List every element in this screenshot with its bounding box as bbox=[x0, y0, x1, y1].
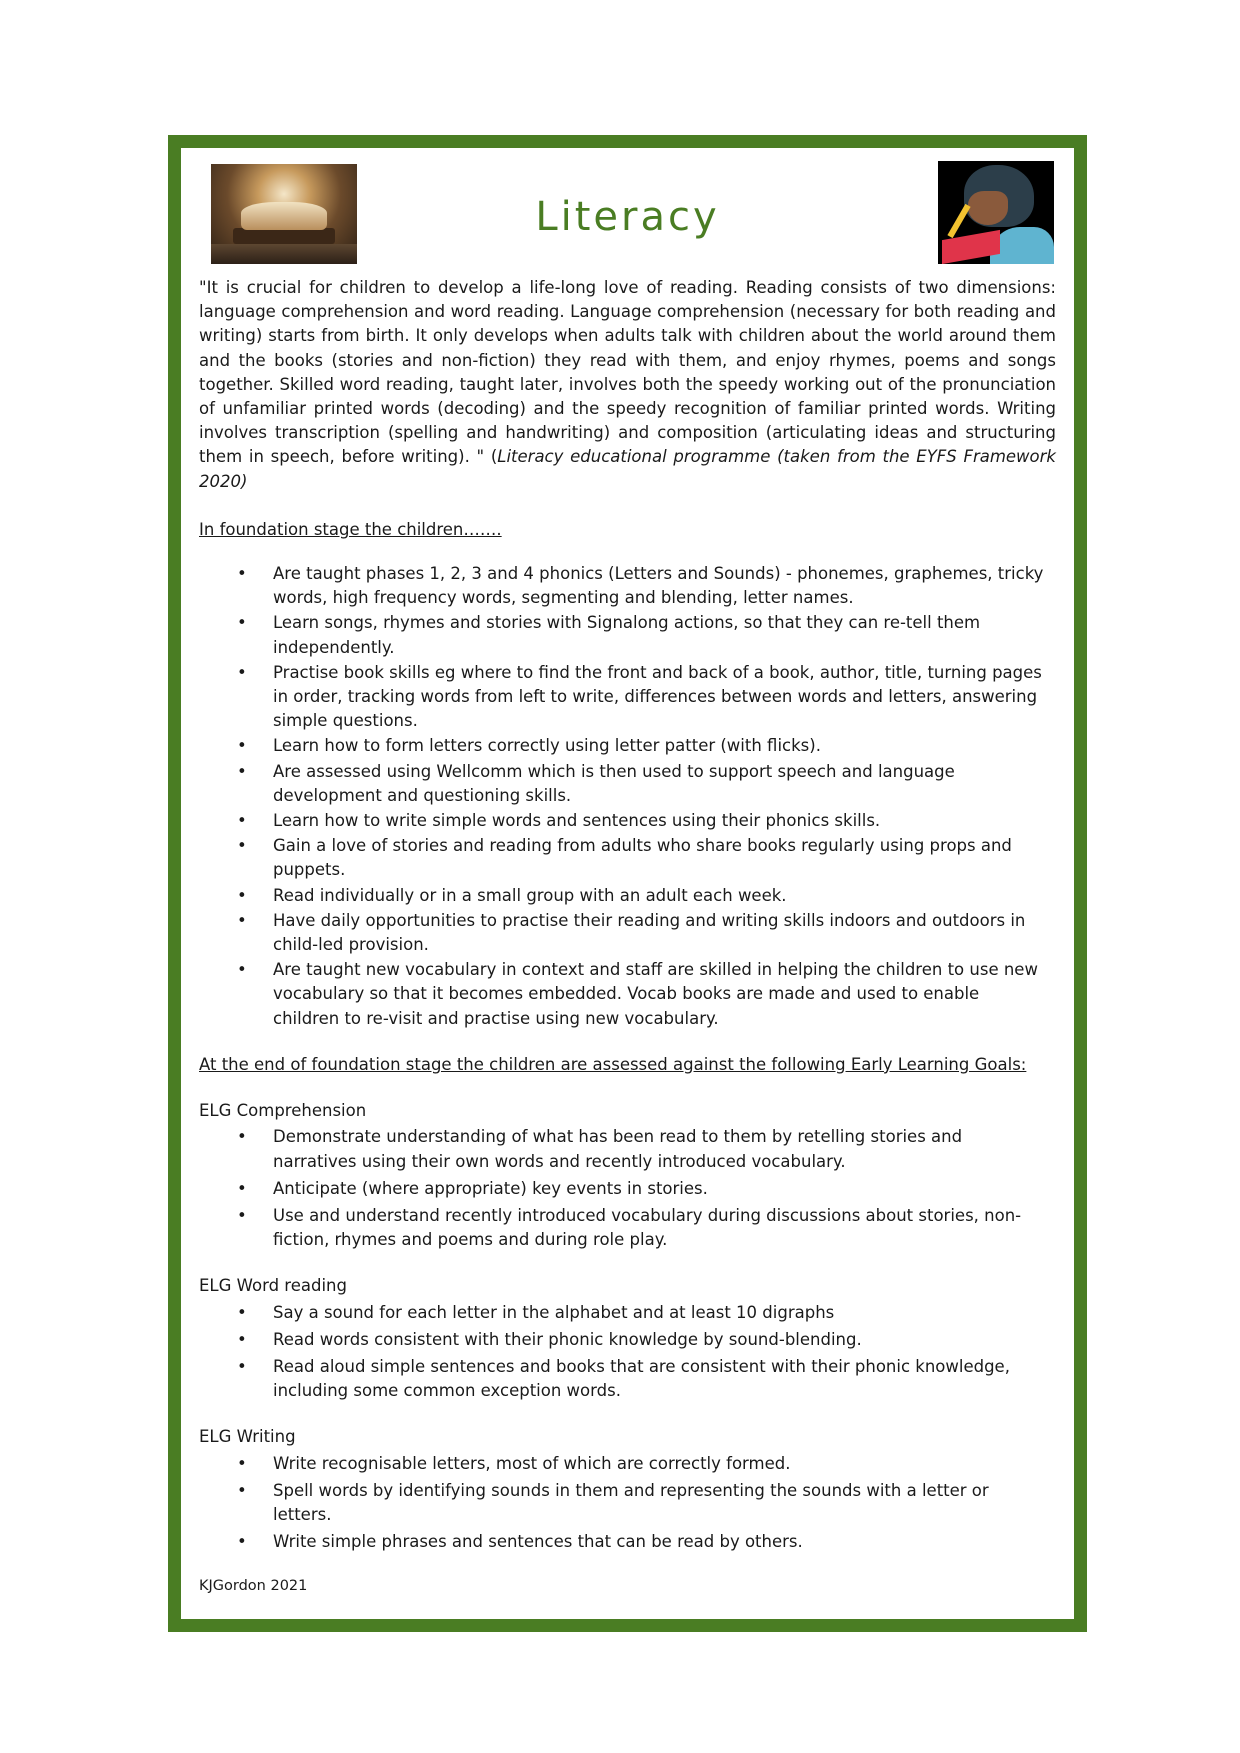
list-item: • Learn songs, rhymes and stories with Signalong actions, so that they can re-tell them independently. bbox=[273, 611, 1056, 659]
list-item: • Learn how to form letters correctly using letter patter (with flicks). bbox=[273, 734, 1056, 758]
document-body bbox=[199, 276, 1056, 1599]
intro-paragraph bbox=[199, 276, 1056, 494]
list-item: • Are taught phases 1, 2, 3 and 4 phonics (Letters and Sounds) - phonemes, graphemes, tricky words, high frequency words, segmenting and blending, letter names. bbox=[273, 562, 1056, 610]
list-item: • Read aloud simple sentences and books that are consistent with their phonic knowledge, including some common exception words. bbox=[273, 1355, 1056, 1403]
list-item: • Use and understand recently introduced vocabulary during discussions about stories, non-fiction, rhymes and poems and during role play. bbox=[273, 1204, 1056, 1252]
page-border bbox=[168, 135, 1087, 1632]
list-item: • Write recognisable letters, most of which are correctly formed. bbox=[273, 1452, 1056, 1476]
list-item: • Read individually or in a small group with an adult each week. bbox=[273, 884, 1056, 908]
elg-word-reading-heading: ELG Word reading bbox=[199, 1276, 347, 1296]
goals-heading: At the end of foundation stage the children are assessed against the following Early Learning Goals: bbox=[199, 1054, 1027, 1074]
list-item: • Are taught new vocabulary in context and staff are skilled in helping the children to use new vocabulary so that it becomes embedded. Vocab books are made and used to enable children to re-visit and practise using new vocabulary. bbox=[273, 958, 1056, 1031]
list-item: • Learn how to write simple words and sentences using their phonics skills. bbox=[273, 809, 1056, 833]
list-item: • Say a sound for each letter in the alphabet and at least 10 digraphs bbox=[273, 1301, 1056, 1325]
header bbox=[199, 148, 1056, 268]
list-item: • Are assessed using Wellcomm which is then used to support speech and language development and questioning skills. bbox=[273, 760, 1056, 808]
list-item: • Spell words by identifying sounds in them and representing the sounds with a letter or letters. bbox=[273, 1479, 1056, 1527]
elg-writing-list bbox=[199, 1452, 1056, 1555]
intro-quote: "It is crucial for children to develop a life-long love of reading. Reading consists of two dimensions: language comprehension and word reading. Language comprehension (necessary for both reading and writing) starts from birth. It only develops when adults talk with children about the world around them and the books (stories and non-fiction) they read with them, and enjoy rhymes, poems and songs together. Skilled word reading, taught later, involves both the speedy working out of the pronunciation of unfamiliar printed words (decoding) and the speedy recognition of familiar printed words. Writing involves transcription (spelling and handwriting) and composition (articulating ideas and structuring them in speech, before writing). " ( bbox=[199, 278, 1056, 467]
foundation-list bbox=[199, 562, 1056, 1031]
elg-comprehension-list bbox=[199, 1125, 1056, 1252]
page-title: Literacy bbox=[535, 194, 720, 240]
elg-writing-heading: ELG Writing bbox=[199, 1427, 296, 1447]
footer-credit: KJGordon 2021 bbox=[199, 1578, 308, 1595]
foundation-heading: In foundation stage the children……. bbox=[199, 519, 502, 539]
list-item: • Write simple phrases and sentences that can be read by others. bbox=[273, 1530, 1056, 1554]
list-item: • Anticipate (where appropriate) key events in stories. bbox=[273, 1177, 1056, 1201]
list-item: • Gain a love of stories and reading from adults who share books regularly using props and puppets. bbox=[273, 834, 1056, 882]
list-item: • Practise book skills eg where to find the front and back of a book, author, title, turning pages in order, tracking words from left to write, differences between words and letters, answering simple questions. bbox=[273, 661, 1056, 734]
page-content bbox=[199, 148, 1056, 1619]
child-writing-image bbox=[938, 161, 1054, 264]
elg-word-reading-list bbox=[199, 1301, 1056, 1404]
list-item: • Demonstrate understanding of what has been read to them by retelling stories and narratives using their own words and recently introduced vocabulary. bbox=[273, 1125, 1056, 1173]
intro-source: Literacy educational programme (taken from the EYFS Framework 2020) bbox=[199, 447, 1056, 491]
list-item: • Have daily opportunities to practise their reading and writing skills indoors and outdoors in child-led provision. bbox=[273, 909, 1056, 957]
elg-comprehension-heading: ELG Comprehension bbox=[199, 1101, 367, 1121]
list-item: • Read words consistent with their phonic knowledge by sound-blending. bbox=[273, 1328, 1056, 1352]
